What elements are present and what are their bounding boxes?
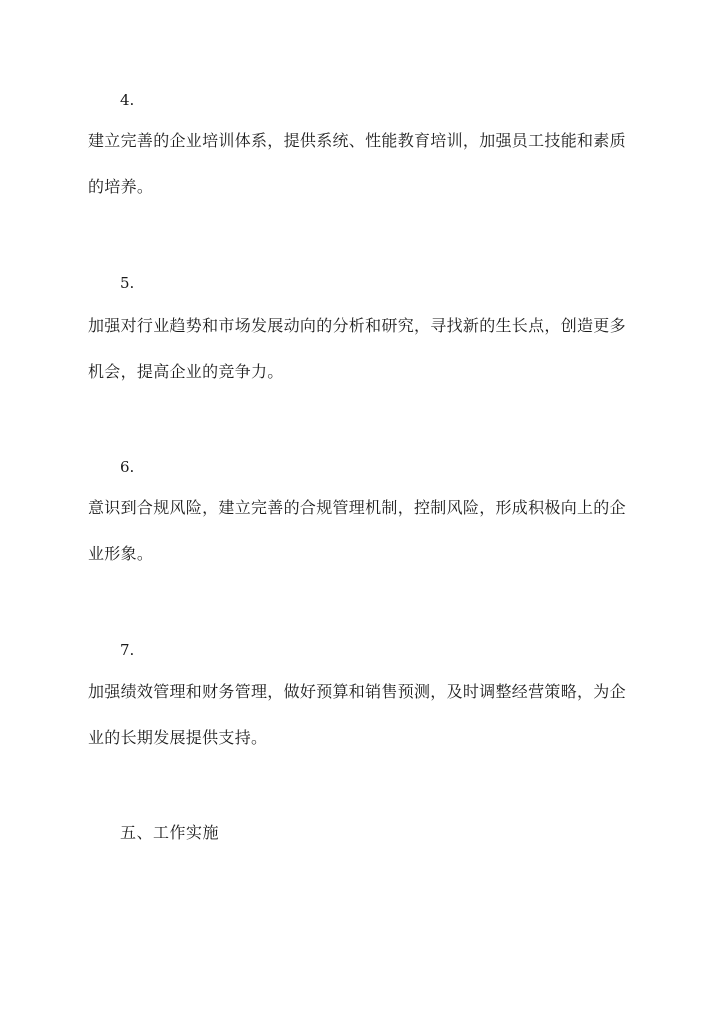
item-number-5: 5. — [120, 274, 135, 292]
item-number-4: 4. — [120, 91, 135, 109]
item-text-7: 加强绩效管理和财务管理，做好预算和销售预测，及时调整经营策略，为企业的长期发展提供支持。 — [88, 682, 626, 747]
item-number-6: 6. — [120, 458, 135, 476]
item-text-5: 加强对行业趋势和市场发展动向的分析和研究，寻找新的生长点，创造更多机会，提高企业的竞争力。 — [88, 316, 626, 381]
item-text-6: 意识到合规风险，建立完善的合规管理机制，控制风险，形成积极向上的企业形象。 — [88, 498, 626, 563]
item-number-7: 7. — [120, 641, 135, 659]
item-text-4: 建立完善的企业培训体系，提供系统、性能教育培训，加强员工技能和素质的培养。 — [88, 131, 626, 196]
section-heading: 五、工作实施 — [120, 823, 220, 842]
